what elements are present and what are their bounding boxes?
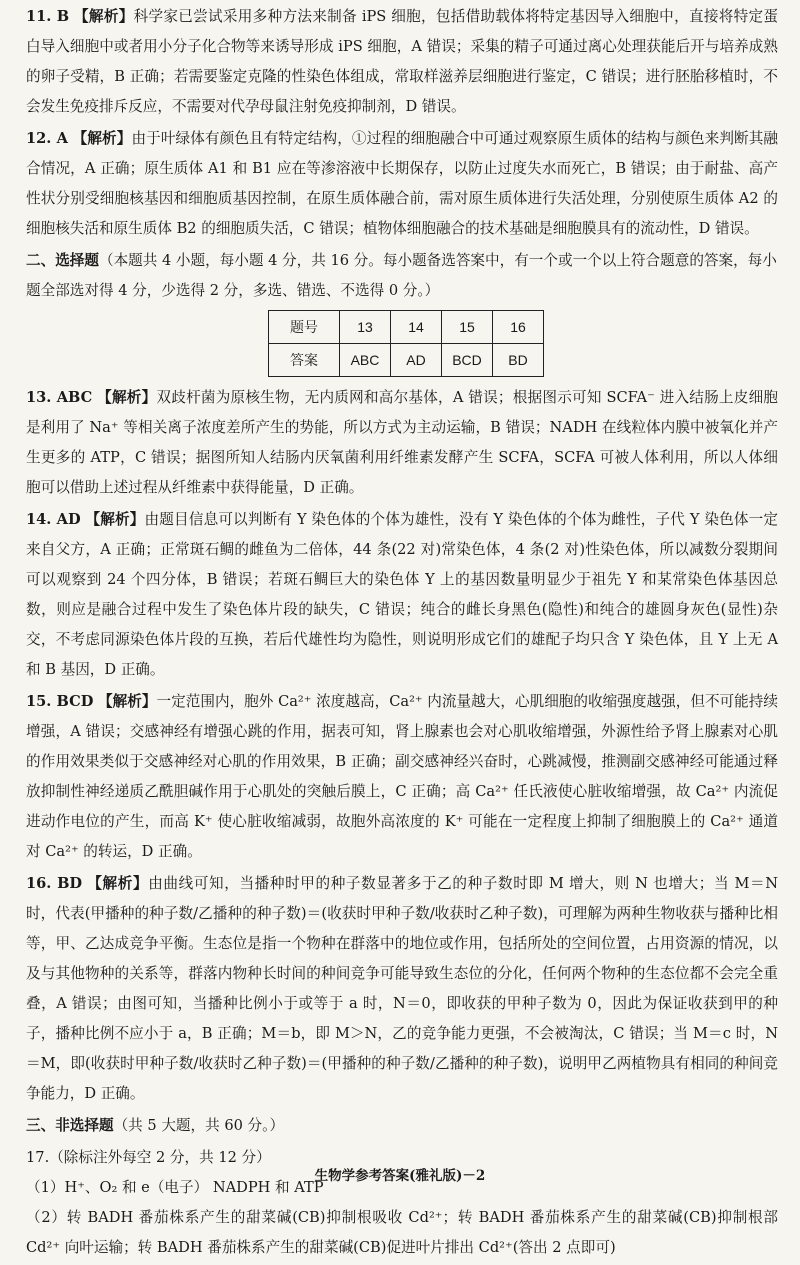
analysis-tag: 【解析】 <box>74 8 134 25</box>
section-description: （共 5 大题，共 60 分。） <box>113 1117 285 1134</box>
question-number: 16 <box>493 311 544 344</box>
answer-table <box>268 310 544 377</box>
item-number: 16. BD <box>26 875 83 892</box>
question-number: 14 <box>391 311 442 344</box>
answer-value: BCD <box>442 344 493 377</box>
analysis-text: 科学家已尝试采用多种方法来制备 iPS 细胞，包括借助载体将特定基因导入细胞中，直接将特定蛋白导入细胞中或者用小分子化合物等来诱导形成 iPS 细胞，A 错误；采集的精子可通过离心处理获能后开与培养成熟的卵子受精，B 正确；若需要鉴定克隆的性染色体组成，常取样滋养层细胞进行鉴定，C 错误；进行胚胎移植时，不会发生免疫排斥反应，不需要对代孕母鼠注射免疫抑制剂，D 错误。 <box>26 8 778 115</box>
analysis-tag: 【解析】 <box>72 130 132 147</box>
item-number: 15. BCD <box>26 693 94 710</box>
analysis-text: 由题目信息可以判断有 Y 染色体的个体为雄性，没有 Y 染色体的个体为雌性，子代 Y 染色体一定来自父方，A 正确；正常斑石鲷的雌鱼为二倍体，44 条(22 对)常染色体，4 条(2 对)性染色体，所以减数分裂期间可以观察到 24 个四分体，B 错误；若斑石鲷巨大的染色体 Y 上的基因数量明显少于祖先 Y 和某常染色体基因总数，则应是融合过程中发生了染色体片段的缺失，C 错误；纯合的雌长身黑色(隐性)和纯合的雄圆身灰色(显性)杂交，不考虑同源染色体片段的互换，若后代雄性均为隐性，则说明形成它们的雄配子均只含 Y 染色体，且 Y 上无 A 和 B 基因，D 正确。 <box>26 511 778 678</box>
item-number: 12. A <box>26 130 68 147</box>
analysis-text: 由于叶绿体有颜色且有特定结构，①过程的细胞融合中可通过观察原生质体的结构与颜色来判断其融合情况，A 正确；原生质体 A1 和 B1 应在等渗溶液中长期保存，以防止过度失水而死亡，B 错误；由于耐盐、高产性状分别受细胞核基因和细胞质基因控制，在原生质体融合前，需对原生质体进行失活处理，分别使原生质体 A2 的细胞核失活和原生质体 B2 的细胞质失活，C 错误；植物体细胞融合的技术基础是细胞膜具有的流动性，D 错误。 <box>26 130 778 237</box>
analysis-text: 一定范围内，胞外 Ca²⁺ 浓度越高，Ca²⁺ 内流量越大，心肌细胞的收缩强度越强，但不可能持续增强，A 错误；交感神经有增强心跳的作用，据表可知，肾上腺素也会对心肌收缩增强，外源性给予肾上腺素对心肌的作用效果类似于交感神经对心肌的作用效果，B 正确；副交感神经兴奋时，心跳减慢，推测副交感神经可能通过释放抑制性神经递质乙酰胆碱作用于心肌处的突触后膜上，C 正确；高 Ca²⁺ 任氏液使心脏收缩增强，故 Ca²⁺ 内流促进动作电位的产生，而高 K⁺ 使心脏收缩减弱，故胞外高浓度的 K⁺ 可能在一定程度上抑制了细胞膜上的 Ca²⁺ 通道对 Ca²⁺ 的转运，D 正确。 <box>26 693 778 860</box>
answer-value: ABC <box>340 344 391 377</box>
section-heading-choice <box>26 246 778 306</box>
row-label-answer: 答案 <box>269 344 340 377</box>
item-number: 13. ABC <box>26 389 93 406</box>
analysis-tag: 【解析】 <box>97 389 157 406</box>
answer-table-answer-row <box>269 344 544 377</box>
answer-value: BD <box>493 344 544 377</box>
section-title: 二、选择题 <box>26 252 99 269</box>
question-number: 15 <box>442 311 493 344</box>
answer-item-15 <box>26 687 778 867</box>
analysis-tag: 【解析】 <box>87 875 149 892</box>
section-heading-nonchoice <box>26 1111 778 1141</box>
answer-item-14 <box>26 505 778 685</box>
answer-item-17-heading: 17.（除标注外每空 2 分，共 12 分） <box>26 1149 271 1166</box>
analysis-text: 双歧杆菌为原核生物，无内质网和高尔基体，A 错误；根据图示可知 SCFA⁻ 进入结肠上皮细胞是利用了 Na⁺ 等相关离子浓度差所产生的势能，所以方式为主动运输，B 错误；NADH 在线粒体内膜中被氧化并产生更多的 ATP，C 错误；据图所知人结肠内厌氧菌利用纤维素发酵产生 SCFA，SCFA 可被人体利用，所以人体细胞可以借助上述过程从纤维素中获得能量，D 正确。 <box>26 389 778 496</box>
analysis-tag: 【解析】 <box>98 693 157 710</box>
item-number: 14. AD <box>26 511 81 528</box>
analysis-text: 由曲线可知，当播种时甲的种子数显著多于乙的种子数时即 M 增大，则 N 也增大；当 M＝N 时，代表(甲播种的种子数/乙播种的种子数)＝(收获时甲种子数/收获时乙种子数)，可理解为两种生物收获与播种比相等，甲、乙达成竞争平衡。生态位是指一个物种在群落中的地位或作用，包括所处的空间位置，占用资源的情况，以及与其他物种的关系等，群落内物种长时间的种间竞争可能导致生态位的分化，任何两个物种的生态位都不会完全重叠，A 错误；由图可知，当播种比例小于或等于 a 时，N＝0，即收获的甲种子数为 0，因此为保证收获到甲的种子，播种比例不应小于 a，B 正确；M＝b，即 M＞N，乙的竞争能力更强，不会被淘汰，C 错误；当 M＝c 时，N＝M，即(收获时甲种子数/收获时乙种子数)＝(甲播种的种子数/乙播种的种子数)，说明甲乙两植物具有相同的种间竞争能力，D 正确。 <box>26 875 778 1102</box>
answer-table-number-row <box>269 311 544 344</box>
section-description: （本题共 4 小题，每小题 4 分，共 16 分。每小题备选答案中，有一个或一个以上符合题意的答案，每小题全部选对得 4 分，少选得 2 分，多选、错选、不选得 0 分。） <box>26 252 777 299</box>
answer-value: AD <box>391 344 442 377</box>
answer-item-16 <box>26 869 778 1109</box>
page-content <box>26 2 778 1265</box>
section-title: 三、非选择题 <box>26 1117 114 1134</box>
row-label-number: 题号 <box>269 311 340 344</box>
analysis-tag: 【解析】 <box>85 511 145 528</box>
answer-item-11 <box>26 2 778 122</box>
page-footer: 生物学参考答案(雅礼版)－2 <box>314 1168 486 1184</box>
answer-item-13 <box>26 383 778 503</box>
answer-item-17-part2: （2）转 BADH 番茄株系产生的甜菜碱(CB)抑制根吸收 Cd²⁺；转 BADH 番茄株系产生的甜菜碱(CB)抑制根部 Cd²⁺ 向叶运输；转 BADH 番茄株系产生的甜菜碱(CB)促进叶片排出 Cd²⁺(答出 2 点即可) <box>26 1209 778 1256</box>
answer-item-17-part1: （1）H⁺、O₂ 和 e（电子） NADPH 和 ATP <box>26 1179 324 1196</box>
question-number: 13 <box>340 311 391 344</box>
answer-item-12 <box>26 124 778 244</box>
item-number: 11. B <box>26 8 70 25</box>
